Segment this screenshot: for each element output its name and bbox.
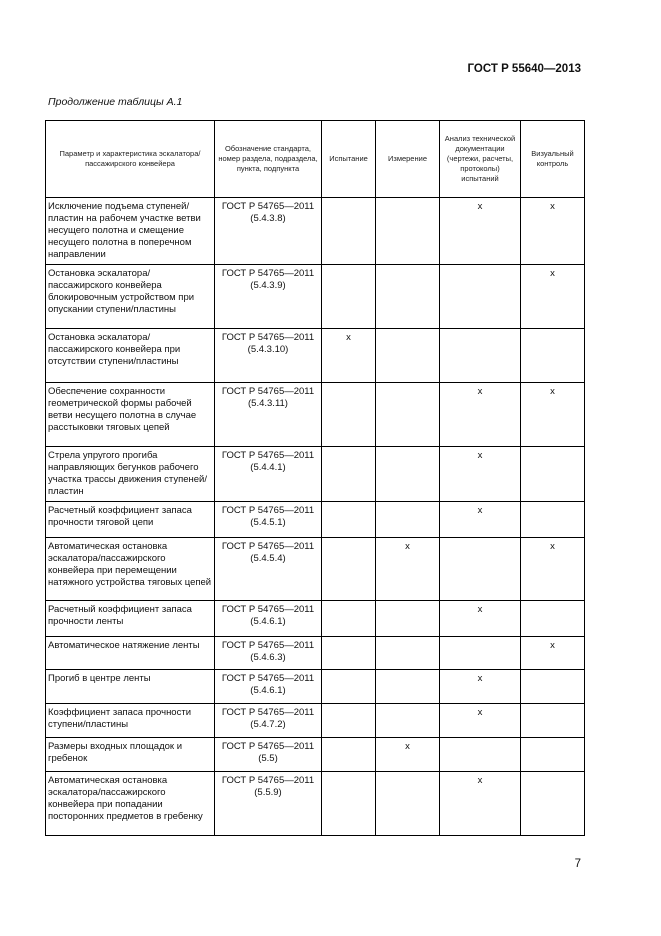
measure-mark xyxy=(376,265,440,329)
parameter-cell: Автоматическая остановка эскалатора/пассажирского конвейера при попадании посторонних предметов в гребенку xyxy=(46,772,215,836)
parameter-cell: Автоматическая остановка эскалатора/пассажирского конвейера при перемещении натяжного устройства тяговых цепей xyxy=(46,538,215,601)
test-mark xyxy=(322,265,376,329)
measure-mark xyxy=(376,383,440,447)
standard-cell: ГОСТ Р 54765—2011 (5.4.3.8) xyxy=(215,198,322,265)
standard-cell: ГОСТ Р 54765—2011 (5.4.6.1) xyxy=(215,670,322,704)
table-row xyxy=(46,772,585,836)
standard-cell: ГОСТ Р 54765—2011 (5.4.3.11) xyxy=(215,383,322,447)
requirements-table xyxy=(45,120,585,836)
table-row xyxy=(46,502,585,538)
test-mark xyxy=(322,502,376,538)
standard-cell: ГОСТ Р 54765—2011 (5.4.4.1) xyxy=(215,447,322,502)
measure-mark: x xyxy=(376,538,440,601)
analysis-mark: x xyxy=(440,670,521,704)
analysis-mark: x xyxy=(440,772,521,836)
visual-mark xyxy=(521,670,585,704)
standard-cell: ГОСТ Р 54765—2011 (5.4.5.1) xyxy=(215,502,322,538)
measure-mark xyxy=(376,772,440,836)
header-visual: Визуальный контроль xyxy=(521,121,585,198)
parameter-cell: Расчетный коэффициент запаса прочности тяговой цепи xyxy=(46,502,215,538)
measure-mark xyxy=(376,329,440,383)
visual-mark xyxy=(521,601,585,637)
test-mark xyxy=(322,772,376,836)
visual-mark xyxy=(521,329,585,383)
table-row xyxy=(46,670,585,704)
table-row xyxy=(46,383,585,447)
header-parameter: Параметр и характеристика эскалатора/пассажирского конвейера xyxy=(46,121,215,198)
analysis-mark xyxy=(440,637,521,670)
visual-mark: x xyxy=(521,198,585,265)
page-number: 7 xyxy=(574,858,581,870)
parameter-cell: Коэффициент запаса прочности ступени/пластины xyxy=(46,704,215,738)
parameter-cell: Исключение подъема ступеней/пластин на рабочем участке ветви несущего полотна и смещение несущего полотна в поперечном направлении xyxy=(46,198,215,265)
visual-mark: x xyxy=(521,538,585,601)
parameter-cell: Автоматическое натяжение ленты xyxy=(46,637,215,670)
standard-cell: ГОСТ Р 54765—2011 (5.4.6.1) xyxy=(215,601,322,637)
test-mark xyxy=(322,538,376,601)
analysis-mark xyxy=(440,265,521,329)
standard-cell: ГОСТ Р 54765—2011 (5.4.3.10) xyxy=(215,329,322,383)
measure-mark: x xyxy=(376,738,440,772)
table-header-row xyxy=(46,121,585,198)
standard-cell: ГОСТ Р 54765—2011 (5.4.7.2) xyxy=(215,704,322,738)
analysis-mark: x xyxy=(440,198,521,265)
visual-mark xyxy=(521,502,585,538)
test-mark xyxy=(322,198,376,265)
test-mark xyxy=(322,601,376,637)
test-mark xyxy=(322,738,376,772)
table-row xyxy=(46,198,585,265)
measure-mark xyxy=(376,601,440,637)
standard-cell: ГОСТ Р 54765—2011 (5.5.9) xyxy=(215,772,322,836)
test-mark: x xyxy=(322,329,376,383)
measure-mark xyxy=(376,198,440,265)
test-mark xyxy=(322,447,376,502)
table-row xyxy=(46,329,585,383)
visual-mark xyxy=(521,704,585,738)
test-mark xyxy=(322,704,376,738)
table-row xyxy=(46,637,585,670)
header-standard: Обозначение стандарта, номер раздела, подраздела, пункта, подпункта xyxy=(215,121,322,198)
header-analysis: Анализ технической документации (чертежи, расчеты, протоколы) испытаний xyxy=(440,121,521,198)
standard-cell: ГОСТ Р 54765—2011 (5.5) xyxy=(215,738,322,772)
parameter-cell: Стрела упругого прогиба направляющих бегунков рабочего участка трассы движения ступеней/пластин xyxy=(46,447,215,502)
analysis-mark xyxy=(440,738,521,772)
table-row xyxy=(46,601,585,637)
standard-cell: ГОСТ Р 54765—2011 (5.4.6.3) xyxy=(215,637,322,670)
visual-mark xyxy=(521,447,585,502)
measure-mark xyxy=(376,637,440,670)
measure-mark xyxy=(376,447,440,502)
standard-cell: ГОСТ Р 54765—2011 (5.4.3.9) xyxy=(215,265,322,329)
parameter-cell: Прогиб в центре ленты xyxy=(46,670,215,704)
analysis-mark xyxy=(440,329,521,383)
measure-mark xyxy=(376,670,440,704)
measure-mark xyxy=(376,704,440,738)
analysis-mark: x xyxy=(440,447,521,502)
table-row xyxy=(46,738,585,772)
table-row xyxy=(46,538,585,601)
table-row xyxy=(46,265,585,329)
header-test: Испытание xyxy=(322,121,376,198)
table-row xyxy=(46,447,585,502)
parameter-cell: Остановка эскалатора/пассажирского конвейера блокировочным устройством при опускании ступени/пластины xyxy=(46,265,215,329)
measure-mark xyxy=(376,502,440,538)
visual-mark xyxy=(521,738,585,772)
analysis-mark: x xyxy=(440,383,521,447)
parameter-cell: Остановка эскалатора/пассажирского конвейера при отсутствии ступени/пластины xyxy=(46,329,215,383)
standard-cell: ГОСТ Р 54765—2011 (5.4.5.4) xyxy=(215,538,322,601)
test-mark xyxy=(322,383,376,447)
visual-mark xyxy=(521,772,585,836)
test-mark xyxy=(322,670,376,704)
table-row xyxy=(46,704,585,738)
visual-mark: x xyxy=(521,383,585,447)
parameter-cell: Расчетный коэффициент запаса прочности ленты xyxy=(46,601,215,637)
analysis-mark: x xyxy=(440,704,521,738)
header-measurement: Измерение xyxy=(376,121,440,198)
table-caption: Продолжение таблицы А.1 xyxy=(48,96,183,108)
analysis-mark xyxy=(440,538,521,601)
parameter-cell: Обеспечение сохранности геометрической формы рабочей ветви несущего полотна в случае расстыковки тяговых цепей xyxy=(46,383,215,447)
visual-mark: x xyxy=(521,265,585,329)
analysis-mark: x xyxy=(440,502,521,538)
parameter-cell: Размеры входных площадок и гребенок xyxy=(46,738,215,772)
test-mark xyxy=(322,637,376,670)
analysis-mark: x xyxy=(440,601,521,637)
visual-mark: x xyxy=(521,637,585,670)
document-code: ГОСТ Р 55640—2013 xyxy=(467,63,581,75)
